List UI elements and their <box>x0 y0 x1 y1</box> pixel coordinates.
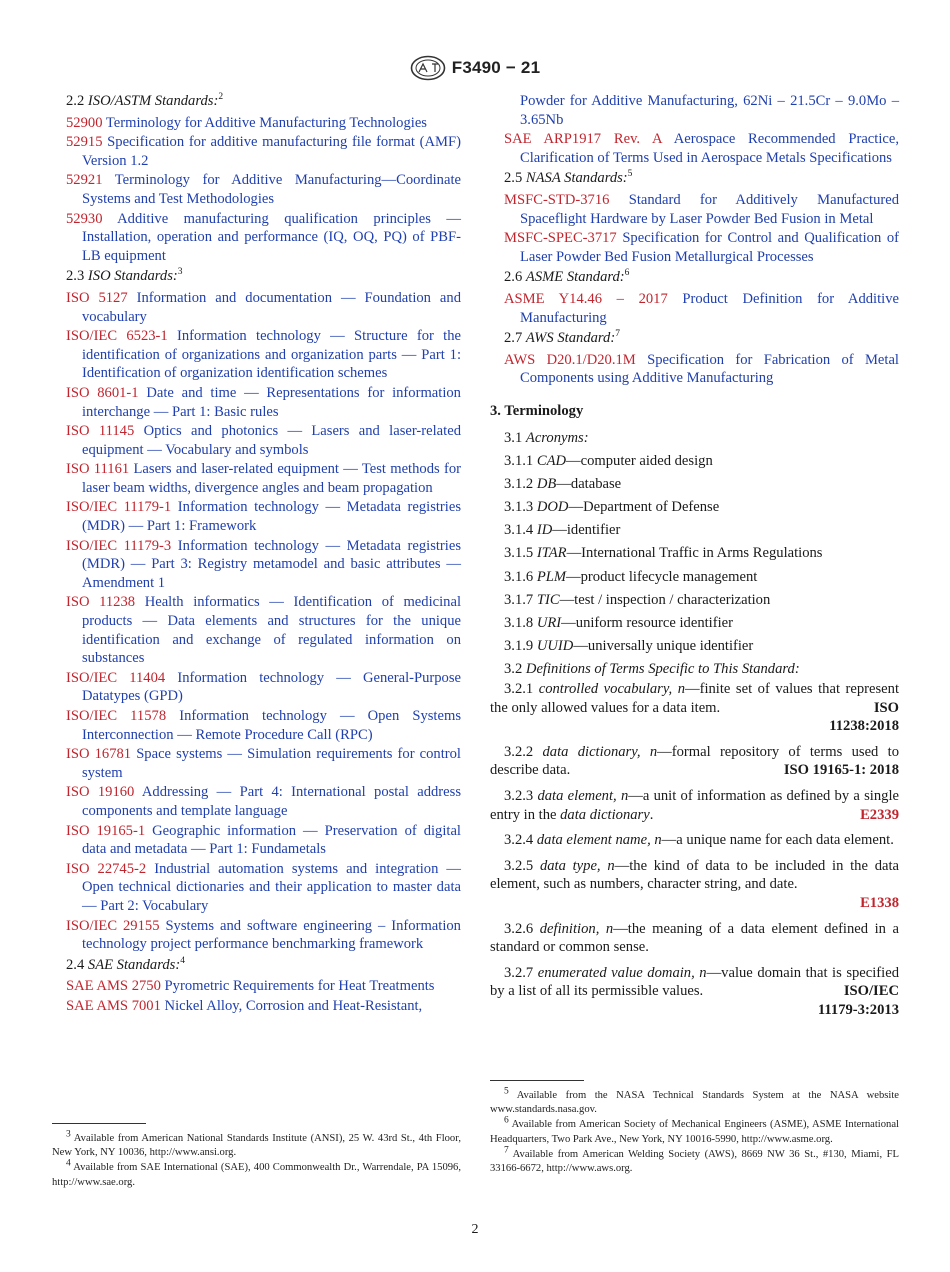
section-number: 2.3 <box>66 268 85 285</box>
reference-code[interactable]: SAE ARP1917 Rev. A <box>504 131 662 148</box>
section-3-1 <box>490 429 899 448</box>
section-2-4 <box>66 956 461 975</box>
reference-entry[interactable] <box>66 114 461 133</box>
reference-code[interactable]: 52921 <box>66 172 103 189</box>
reference-code[interactable]: MSFC-SPEC-3717 <box>504 230 617 247</box>
footnote: $^7$ Available from American Welding Society (AWS), 8669 NW 36 St., #130, Miami, FL 33166-6672, http://www.aws.org. <box>490 1145 899 1175</box>
reference-entry[interactable] <box>66 171 461 208</box>
reference-title[interactable]: Optics and photonics — Lasers and laser-related equipment — Vocabulary and symbols <box>82 423 461 458</box>
section-2-7 <box>490 329 899 348</box>
reference-code[interactable]: ISO/IEC 11578 <box>66 708 167 724</box>
reference-entry[interactable] <box>66 783 461 820</box>
acronym-item: 3.1.8 URI—uniform resource identifier <box>504 615 733 631</box>
footnote-ref[interactable]: 7 <box>615 329 620 340</box>
reference-entry[interactable] <box>66 669 461 706</box>
reference-entry[interactable] <box>66 977 461 996</box>
reference-title[interactable]: Addressing — Part 4: International postal address components and template language <box>82 784 461 819</box>
definition-definition: 3.2.6 definition, n—the meaning of a data element defined in a standard or common sense. <box>490 920 899 956</box>
reference-title[interactable]: Information technology — Metadata registries (MDR) — Part 3: Registry metamodel and basic attributes — Amendment 1 <box>82 537 461 591</box>
reference-link-e2339[interactable]: E2339 <box>860 806 899 823</box>
reference-code[interactable]: SAE AMS 7001 <box>66 997 161 1014</box>
reference-code[interactable]: ISO 11145 <box>66 423 135 440</box>
reference-code[interactable]: ISO 19160 <box>66 784 135 801</box>
footnote: $^6$ Available from American Society of Mechanical Engineers (ASME), ASME International Headquarters, Two Park Ave., New York, NY 10016-5990, http://www.asme.org. <box>490 1115 899 1145</box>
footnote-divider <box>52 1123 146 1124</box>
reference-title[interactable]: Systems and software engineering – Information technology project performance benchmarking framework <box>82 917 461 953</box>
footnote-ref[interactable]: 5 <box>627 169 633 180</box>
footnote: $^5$ Available from the NASA Technical Standards System at the NASA website www.standards.nasa.gov. <box>490 1086 899 1116</box>
reference-title[interactable]: Lasers and laser-related equipment — Test methods for laser beam widths, divergence angles and beam propagation <box>82 461 461 496</box>
acronym-item: 3.1.1 CAD—computer aided design <box>504 452 713 469</box>
reference-entry[interactable] <box>66 289 461 326</box>
reference-entry[interactable] <box>66 917 461 954</box>
definition-data-dictionary: 3.2.2 data dictionary, n—formal repository of terms used to describe data. ISO 19165-1: 2018 <box>490 743 899 779</box>
reference-entry[interactable] <box>66 997 461 1016</box>
reference-title[interactable]: Information technology — Open Systems Interconnection — Remote Procedure Call (RPC) <box>82 708 461 743</box>
page-header <box>0 55 950 81</box>
definition-data-type: 3.2.5 data type, n—the kind of data to be included in the data element, such as numbers, character string, and date. E1338 <box>490 857 899 911</box>
footnote-divider <box>490 1080 584 1081</box>
section-2-5 <box>490 169 899 188</box>
reference-code[interactable]: ASME Y14.46 – 2017 <box>504 290 668 307</box>
acronym-item: 3.1.4 ID—identifier <box>504 522 621 539</box>
reference-code[interactable]: ISO/IEC 11179-1 <box>66 499 172 516</box>
footnote-ref[interactable]: 6 <box>624 268 630 279</box>
section-title: ISO Standards: <box>87 268 178 285</box>
reference-title[interactable]: Health informatics — Identification of medicinal products — Data elements and structures for the unique identification and exchange of regulated information on substances <box>82 594 461 667</box>
footnote-ref[interactable]: 3 <box>177 267 183 278</box>
reference-title[interactable]: Nickel Alloy, Corrosion and Heat-Resistant, <box>164 997 423 1014</box>
section-3-2 <box>490 660 899 679</box>
footnote: $^4$ Available from SAE International (SAE), 400 Commonwealth Dr., Warrendale, PA 15096, http://www.sae.org. <box>52 1158 461 1188</box>
reference-title[interactable]: Standard for Additively Manufactured Spaceflight Hardware by Laser Powder Bed Fusion in Metal <box>520 191 899 227</box>
sae-reference-list <box>66 977 461 1015</box>
reference-entry[interactable] <box>66 384 461 421</box>
reference-code[interactable]: AWS D20.1/D20.1M <box>504 351 636 368</box>
reference-code[interactable]: ISO 11161 <box>66 461 130 478</box>
reference-code[interactable]: 52915 <box>66 134 103 151</box>
section-number: 2.4 <box>66 956 85 973</box>
acronym-item: 3.1.2 DB—database <box>504 475 622 492</box>
acronym-item: 3.1.5 ITAR—International Traffic in Arms Regulations <box>504 545 823 562</box>
acronym-item: 3.1.9 UUID—universally unique identifier <box>504 638 754 655</box>
footnotes-right <box>490 1086 899 1177</box>
reference-title[interactable]: Specification for Fabrication of Metal Components using Additive Manufacturing <box>520 351 899 387</box>
document-id: F3490 − 21 <box>451 58 541 77</box>
reference-entry[interactable] <box>490 130 899 167</box>
footnote: $^3$ Available from American National Standards Institute (ANSI), 25 W. 43rd St., 4th Floor, New York, NY 10036, http://www.ansi.org. <box>52 1129 461 1159</box>
acronym-item: 3.1.3 DOD—Department of Defense <box>504 499 720 516</box>
section-title: ASME Standard: <box>525 269 625 286</box>
section-2-3 <box>66 267 461 286</box>
reference-code[interactable]: SAE AMS 2750 <box>66 978 161 995</box>
reference-entry[interactable] <box>66 422 461 459</box>
reference-entry[interactable] <box>490 351 899 388</box>
footnote-ref[interactable]: 2 <box>218 92 224 103</box>
left-column <box>66 92 461 1017</box>
astm-logo-icon <box>410 55 446 81</box>
reference-entry[interactable] <box>490 290 899 327</box>
reference-entry[interactable] <box>490 191 899 228</box>
section-number: 3.1 <box>504 429 523 446</box>
section-number: 2.6 <box>504 269 523 286</box>
iso-astm-reference-list <box>66 114 461 266</box>
reference-code[interactable]: ISO/IEC 11179-3 <box>66 537 172 554</box>
reference-code[interactable]: ISO 8601-1 <box>66 384 139 401</box>
acronym-item: 3.1.7 TIC—test / inspection / characterization <box>504 591 771 608</box>
reference-code[interactable]: 52930 <box>66 210 103 227</box>
section-number: 2.5 <box>504 170 523 187</box>
reference-title[interactable]: Date and time — Representations for information interchange — Part 1: Basic rules <box>82 384 461 420</box>
section-title: Definitions of Terms Specific to This Standard: <box>525 661 800 678</box>
acronym-list <box>490 452 899 656</box>
section-number: 2.7 <box>504 330 523 347</box>
section-number: 3.2 <box>504 661 523 678</box>
reference-title[interactable]: Information technology — General-Purpose Datatypes (GPD) <box>82 669 462 705</box>
section-title: ISO/ASTM Standards: <box>87 93 219 109</box>
terminology-heading: 3. Terminology <box>490 402 584 419</box>
reference-title[interactable]: Information and documentation — Foundation and vocabulary <box>82 289 461 325</box>
definition-data-element-name: 3.2.4 data element name, n—a unique name for each data element. <box>504 832 894 849</box>
reference-title[interactable]: Product Definition for Additive Manufacturing <box>520 290 899 326</box>
reference-title[interactable]: Specification for additive manufacturing file format (AMF) Version 1.2 <box>82 134 461 169</box>
footnotes-left <box>52 1129 461 1191</box>
reference-link-e1338[interactable]: E1338 <box>860 894 899 911</box>
reference-title[interactable]: Space systems — Simulation requirements for control system <box>82 746 461 781</box>
reference-code[interactable]: ISO/IEC 6523-1 <box>66 328 168 345</box>
reference-title[interactable]: Geographic information — Preservation of digital data and metadata — Part 1: Fundametals <box>82 822 461 858</box>
section-2-2 <box>66 92 461 111</box>
reference-continuation[interactable]: Powder for Additive Manufacturing, 62Ni – 21.5Cr – 9.0Mo – 3.65Nb <box>520 93 899 128</box>
reference-title[interactable]: Information technology — Structure for the identification of organizations and organization parts — Part 1: Identification of organization identification schemes <box>82 328 461 382</box>
reference-code[interactable]: ISO 19165-1 <box>66 822 146 839</box>
reference-entry[interactable] <box>66 745 461 782</box>
reference-entry[interactable] <box>66 707 461 744</box>
asme-reference-list <box>490 290 899 327</box>
reference-code[interactable]: 52900 <box>66 114 103 131</box>
reference-entry[interactable] <box>66 460 461 497</box>
reference-title[interactable]: Specification for Control and Qualification of Laser Powder Bed Fusion Metallurgical Processes <box>520 230 899 265</box>
reference-code[interactable]: ISO 5127 <box>66 289 128 306</box>
reference-code[interactable]: ISO/IEC 11404 <box>66 669 166 686</box>
iso-reference-list <box>66 289 461 954</box>
reference-entry[interactable] <box>490 229 899 266</box>
reference-code[interactable]: ISO 22745-2 <box>66 860 147 877</box>
reference-title[interactable]: Terminology for Additive Manufacturing—Coordinate Systems and Test Methodologies <box>82 172 461 207</box>
reference-title[interactable]: Industrial automation systems and integration — Open technical dictionaries and their application to master data — Part 2: Vocabulary <box>82 860 462 914</box>
aws-reference-list <box>490 351 899 388</box>
section-2-6 <box>490 268 899 287</box>
section-title: Acronyms: <box>525 429 589 446</box>
reference-title[interactable]: Aerospace Recommended Practice, Clarification of Terms Used in Aerospace Metals Specifications <box>520 131 899 166</box>
section-title: SAE Standards: <box>87 956 181 973</box>
reference-entry[interactable] <box>66 593 461 667</box>
reference-entry[interactable] <box>66 210 461 266</box>
reference-entry[interactable] <box>66 133 461 170</box>
reference-entry[interactable] <box>66 327 461 383</box>
reference-entry[interactable] <box>66 822 461 859</box>
right-column <box>490 92 899 1026</box>
reference-code[interactable]: ISO/IEC 29155 <box>66 917 160 934</box>
reference-title[interactable]: Pyrometric Requirements for Heat Treatments <box>164 978 435 995</box>
reference-entry[interactable] <box>66 860 461 916</box>
reference-title[interactable]: Terminology for Additive Manufacturing Technologies <box>105 114 427 131</box>
reference-title[interactable]: Additive manufacturing qualification principles — Installation, operation and performance (IQ, OQ, PQ) of PBF-LB equipment <box>82 210 461 264</box>
section-title: NASA Standards: <box>525 170 628 187</box>
page-number: 2 <box>471 1222 479 1237</box>
reference-code[interactable]: MSFC-STD-3716 <box>504 191 610 208</box>
sae-reference-list-continued <box>490 130 899 167</box>
reference-title[interactable]: Information technology — Metadata registries (MDR) — Part 1: Framework <box>82 499 461 535</box>
definition-data-element: 3.2.3 data element, n—a unit of information as defined by a single entry in the data dictionary. E2339 <box>490 787 899 823</box>
definition-enumerated-value-domain: 3.2.7 enumerated value domain, n—value domain that is specified by a list of all its permissible values. ISO/IEC 11179-3:2013 <box>490 964 899 1018</box>
section-number: 2.2 <box>66 93 85 109</box>
reference-entry[interactable] <box>66 537 461 593</box>
reference-entry[interactable] <box>66 498 461 535</box>
reference-code[interactable]: ISO 11238 <box>66 594 136 611</box>
section-title: AWS Standard: <box>525 330 616 347</box>
definition-controlled-vocabulary: 3.2.1 controlled vocabulary, n—finite set of values that represent the only allowed values for a data item. ISO 11238:2018 <box>490 680 900 735</box>
nasa-reference-list <box>490 191 899 266</box>
acronym-item: 3.1.6 PLM—product lifecycle management <box>504 568 758 585</box>
footnote-ref[interactable]: 4 <box>180 955 185 966</box>
reference-code[interactable]: ISO 16781 <box>66 746 132 763</box>
